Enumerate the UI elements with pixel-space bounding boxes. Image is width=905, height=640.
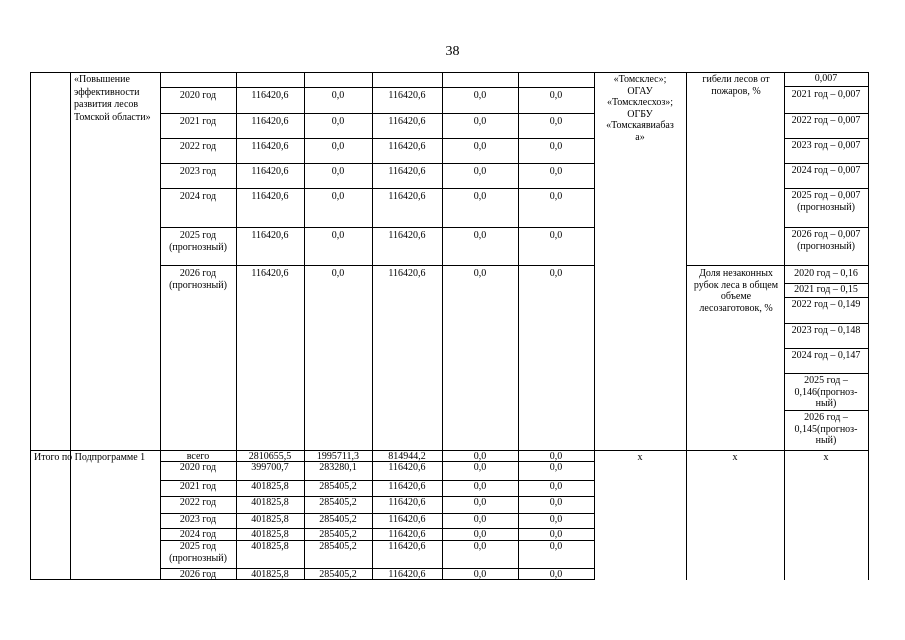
totals-cell-local: 0,0 (473, 481, 487, 492)
totals-cell-other: 0,0 (549, 481, 563, 492)
totals-cell-fed: 285405,2 (319, 569, 357, 580)
totals-cell-other: 0,0 (549, 462, 563, 473)
totals-cell-total: 399700,7 (251, 462, 289, 473)
measure-cell-fed: 0,0 (331, 90, 345, 101)
totals-cell-total: 2810655,5 (248, 451, 292, 462)
totals-cell-reg: 116420,6 (388, 514, 426, 525)
indicator-1-value: 2021 год – 0,007 (791, 89, 861, 100)
indicator-1-label: гибели лесов от пожаров, % (702, 74, 770, 97)
measure-cell-fed: 0,0 (331, 268, 345, 279)
totals-cell-other: 0,0 (549, 497, 563, 508)
indicator-row-line (784, 348, 869, 349)
column-line (518, 72, 519, 580)
totals-cell-reg: 116420,6 (388, 529, 426, 540)
measure-cell-year: 2024 год (179, 191, 217, 202)
x-mark: x (823, 452, 829, 463)
column-line (868, 72, 869, 580)
measure-cell-reg: 116420,6 (388, 230, 426, 241)
totals-cell-total: 401825,8 (251, 514, 289, 525)
totals-cell-total: 401825,8 (251, 529, 289, 540)
measure-cell-year: 2021 год (179, 116, 217, 127)
totals-cell-total: 401825,8 (251, 569, 289, 580)
measure-name: «Повышение эффективности развития лесов Томской области» (74, 74, 151, 123)
totals-cell-fed: 285405,2 (319, 529, 357, 540)
indicator-row-line (784, 323, 869, 324)
indicator-row-line (784, 297, 869, 298)
measure-cell-reg: 116420,6 (388, 166, 426, 177)
x-mark: x (637, 452, 643, 463)
measure-cell-fed: 0,0 (331, 230, 345, 241)
totals-cell-fed: 1995711,3 (316, 451, 360, 462)
column-line (372, 72, 373, 580)
measure-cell-year: 2025 год (прогнозный) (169, 230, 227, 253)
page-number: 38 (445, 44, 460, 59)
column-line (70, 72, 71, 580)
measure-cell-local: 0,0 (473, 230, 487, 241)
indicator-2-value: 2024 год – 0,147 (791, 350, 861, 361)
indicator-row-line (784, 188, 869, 189)
measure-cell-year: 2020 год (179, 90, 217, 101)
totals-cell-other: 0,0 (549, 529, 563, 540)
indicator-2-value: 2026 год – 0,145(прогноз-ный) (794, 412, 858, 446)
measure-cell-total: 116420,6 (251, 141, 289, 152)
totals-cell-fed: 283280,1 (319, 462, 357, 473)
measure-cell-reg: 116420,6 (388, 268, 426, 279)
measure-cell-reg: 116420,6 (388, 116, 426, 127)
measure-cell-year: 2026 год (прогнозный) (169, 268, 227, 291)
totals-cell-local: 0,0 (473, 497, 487, 508)
totals-cell-total: 401825,8 (251, 497, 289, 508)
measure-cell-total: 116420,6 (251, 90, 289, 101)
totals-cell-other: 0,0 (549, 541, 563, 552)
indicator-1-value: 0,007 (814, 73, 838, 84)
totals-cell-reg: 116420,6 (388, 481, 426, 492)
indicator-row-line (784, 373, 869, 374)
totals-cell-local: 0,0 (473, 541, 487, 552)
measure-cell-other: 0,0 (549, 141, 563, 152)
indicator-2-value: 2025 год – 0,146(прогноз-ный) (794, 375, 858, 409)
indicator-2-value: 2022 год – 0,149 (791, 299, 861, 310)
executor-line: «Томсклес»; (613, 74, 667, 85)
column-line (686, 72, 687, 580)
measure-cell-reg: 116420,6 (388, 90, 426, 101)
row-line (160, 227, 595, 228)
measure-cell-fed: 0,0 (331, 191, 345, 202)
measure-cell-reg: 116420,6 (388, 141, 426, 152)
indicator-label-line (686, 265, 785, 266)
totals-cell-year: 2025 год (прогнозный) (169, 541, 227, 564)
measure-cell-local: 0,0 (473, 166, 487, 177)
totals-cell-local: 0,0 (473, 514, 487, 525)
measure-cell-local: 0,0 (473, 191, 487, 202)
measure-cell-other: 0,0 (549, 230, 563, 241)
measure-cell-total: 116420,6 (251, 230, 289, 241)
totals-cell-local: 0,0 (473, 529, 487, 540)
executor-line: а» (635, 131, 645, 143)
indicator-1-value: 2024 год – 0,007 (791, 165, 861, 176)
measure-cell-total: 116420,6 (251, 268, 289, 279)
totals-cell-fed: 285405,2 (319, 481, 357, 492)
indicator-row-line (784, 138, 869, 139)
row-line (160, 138, 595, 139)
totals-cell-fed: 285405,2 (319, 497, 357, 508)
row-line (160, 188, 595, 189)
measure-cell-other: 0,0 (549, 90, 563, 101)
row-line (160, 87, 595, 88)
indicator-1-value: 2023 год – 0,007 (791, 140, 861, 151)
column-line (594, 72, 595, 580)
indicator-2-label: Доля незаконных рубок леса в общем объеме лесозаготовок, % (693, 268, 779, 314)
indicator-2-value: 2020 год – 0,16 (794, 268, 858, 279)
table-top-line (30, 72, 869, 73)
totals-cell-reg: 116420,6 (388, 541, 426, 552)
indicator-row-line (784, 163, 869, 164)
column-line (236, 72, 237, 580)
measure-cell-local: 0,0 (473, 141, 487, 152)
totals-cell-reg: 116420,6 (388, 462, 426, 473)
measure-cell-other: 0,0 (549, 166, 563, 177)
totals-cell-year: 2022 год (179, 497, 217, 508)
indicator-1-value: 2022 год – 0,007 (791, 115, 861, 126)
column-line (160, 72, 161, 580)
totals-cell-year: 2020 год (179, 462, 217, 473)
totals-cell-reg: 116420,6 (388, 569, 426, 580)
indicator-row-line (784, 265, 869, 266)
totals-cell-total: 401825,8 (251, 481, 289, 492)
measure-cell-local: 0,0 (473, 90, 487, 101)
row-line (160, 163, 595, 164)
x-mark: x (732, 452, 738, 463)
measure-cell-year: 2023 год (179, 166, 217, 177)
measure-cell-other: 0,0 (549, 116, 563, 127)
executor-line: ОГБУ (627, 108, 653, 120)
totals-cell-other: 0,0 (549, 514, 563, 525)
totals-cell-other: 0,0 (549, 569, 563, 580)
executor-line: ОГАУ (627, 85, 653, 97)
indicator-row-line (784, 227, 869, 228)
measure-cell-fed: 0,0 (331, 166, 345, 177)
measure-cell-reg: 116420,6 (388, 191, 426, 202)
measure-cell-other: 0,0 (549, 268, 563, 279)
executor-line: «Томскаявиабаз (606, 120, 674, 131)
column-line (30, 72, 31, 580)
column-line (304, 72, 305, 580)
measure-cell-local: 0,0 (473, 116, 487, 127)
totals-cell-reg: 814944,2 (388, 451, 426, 462)
row-line (160, 265, 595, 266)
indicator-row-line (784, 410, 869, 411)
totals-cell-local: 0,0 (473, 451, 487, 462)
indicator-row-line (784, 113, 869, 114)
executor-line: «Томсклесхоз»; (606, 97, 674, 108)
indicator-1-value: 2025 год – 0,007 (прогнозный) (791, 190, 861, 213)
totals-cell-year: всего (186, 451, 210, 462)
measure-cell-fed: 0,0 (331, 141, 345, 152)
measure-cell-total: 116420,6 (251, 166, 289, 177)
indicator-1-value: 2026 год – 0,007 (прогнозный) (791, 229, 861, 252)
totals-cell-fed: 285405,2 (319, 541, 357, 552)
measure-cell-local: 0,0 (473, 268, 487, 279)
totals-cell-fed: 285405,2 (319, 514, 357, 525)
measure-cell-other: 0,0 (549, 191, 563, 202)
totals-cell-reg: 116420,6 (388, 497, 426, 508)
measure-cell-total: 116420,6 (251, 116, 289, 127)
totals-cell-year: 2021 год (179, 481, 217, 492)
indicator-2-value: 2021 год – 0,15 (794, 284, 858, 295)
totals-cell-total: 401825,8 (251, 541, 289, 552)
totals-cell-local: 0,0 (473, 462, 487, 473)
totals-cell-year: 2023 год (179, 514, 217, 525)
totals-cell-other: 0,0 (549, 451, 563, 462)
totals-cell-local: 0,0 (473, 569, 487, 580)
column-line (442, 72, 443, 580)
measure-cell-fed: 0,0 (331, 116, 345, 127)
indicator-row-line (784, 86, 869, 87)
row-line (160, 113, 595, 114)
totals-cell-year: 2024 год (179, 529, 217, 540)
column-line (784, 72, 785, 580)
totals-cell-year: 2026 год (179, 569, 217, 580)
indicator-2-value: 2023 год – 0,148 (791, 325, 861, 336)
measure-cell-total: 116420,6 (251, 191, 289, 202)
totals-label: Итого по Подпрограмме 1 (34, 452, 146, 463)
measure-cell-year: 2022 год (179, 141, 217, 152)
